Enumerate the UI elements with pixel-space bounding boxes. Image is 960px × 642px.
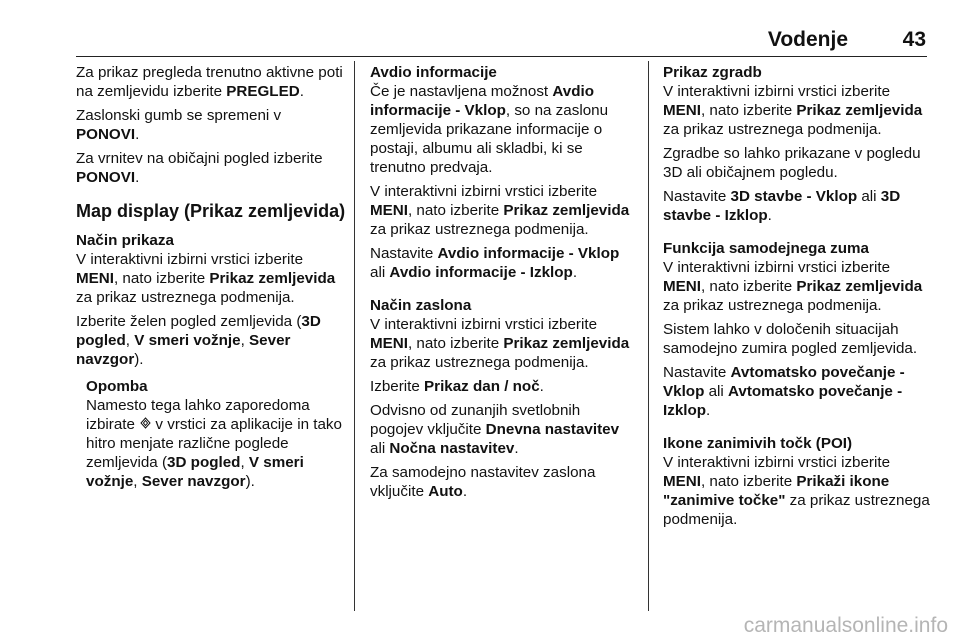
paragraph: Izberite želen pogled zemljevida (3D pogled, V smeri vožnje, Sever navzgor).: [76, 313, 321, 368]
paragraph: V interaktivni izbirni vrstici izberite MENI, nato izberite Prikaži ikone "zanimive točke" za prikaz ustreznega podmenija.: [663, 454, 930, 528]
paragraph: Sistem lahko v določenih situacijah samodejno zumira pogled zemljevida.: [663, 321, 918, 357]
column-2: [370, 63, 636, 506]
subsection-heading: Funkcija samodejnega zuma: [663, 240, 869, 257]
page-title: Vodenje: [767, 28, 848, 51]
paragraph: Če je nastavljena možnost Avdio informacije - Vklop, so na zaslonu zemljevida prikazane informacije o postaji, albumu ali skladbi, ki se trenutno predvaja.: [370, 83, 609, 176]
paragraph: Nastavite Avtomatsko povečanje - Vklop ali Avtomatsko povečanje - Izklop.: [663, 364, 905, 419]
column-divider: [354, 61, 355, 611]
subsection-heading: Ikone zanimivih točk (POI): [663, 435, 853, 452]
paragraph: Nastavite 3D stavbe - Vklop ali 3D stavbe - Izklop.: [663, 188, 901, 224]
column-1: [76, 63, 348, 491]
section-heading: Map display (Prikaz zemljevida): [76, 201, 346, 221]
column-divider: [648, 61, 649, 611]
subsection-heading: Način zaslona: [370, 297, 472, 314]
paragraph: Za samodejno nastavitev zaslona vključite Auto.: [370, 464, 596, 500]
page-number: 43: [902, 28, 926, 51]
paragraph: Nastavite Avdio informacije - Vklop ali Avdio informacije - Izklop.: [370, 245, 620, 281]
paragraph: V interaktivni izbirni vrstici izberite MENI, nato izberite Prikaz zemljevida za prikaz ustreznega podmenija.: [76, 251, 336, 306]
paragraph: V interaktivni izbirni vrstici izberite MENI, nato izberite Prikaz zemljevida za prikaz ustreznega podmenija.: [370, 316, 630, 371]
paragraph: V interaktivni izbirni vrstici izberite MENI, nato izberite Prikaz zemljevida za prikaz ustreznega podmenija.: [663, 83, 923, 138]
paragraph: Zaslonski gumb se spremeni v PONOVI.: [76, 107, 282, 143]
header-rule: [76, 56, 927, 57]
paragraph: Zgradbe so lahko prikazane v pogledu 3D ali običajnem pogledu.: [663, 145, 921, 181]
note-box: [86, 377, 348, 491]
page-header: [0, 0, 960, 60]
column-3: [663, 63, 933, 534]
watermark: carmanualsonline.info: [743, 614, 948, 637]
note-text: Namesto tega lahko zaporedoma izbirate v vrstici za aplikacije in tako hitro menjate različne poglede zemljevida (3D pogled, V smeri vožnje, Sever navzgor).: [86, 397, 342, 490]
paragraph: V interaktivni izbirni vrstici izberite MENI, nato izberite Prikaz zemljevida za prikaz ustreznega podmenija.: [370, 183, 630, 238]
subsection-heading: Način prikaza: [76, 232, 174, 249]
paragraph: Izberite Prikaz dan / noč.: [370, 378, 544, 395]
subsection-heading: Prikaz zgradb: [663, 64, 762, 81]
note-heading: Opomba: [86, 378, 148, 395]
paragraph: Za prikaz pregleda trenutno aktivne poti na zemljevidu izberite PREGLED.: [76, 64, 343, 100]
subsection-heading: Avdio informacije: [370, 64, 497, 81]
paragraph: Odvisno od zunanjih svetlobnih pogojev vključite Dnevna nastavitev ali Nočna nastavitev.: [370, 402, 620, 457]
paragraph: V interaktivni izbirni vrstici izberite MENI, nato izberite Prikaz zemljevida za prikaz ustreznega podmenija.: [663, 259, 923, 314]
compass-icon: [139, 415, 151, 434]
paragraph: Za vrnitev na običajni pogled izberite PONOVI.: [76, 150, 323, 186]
